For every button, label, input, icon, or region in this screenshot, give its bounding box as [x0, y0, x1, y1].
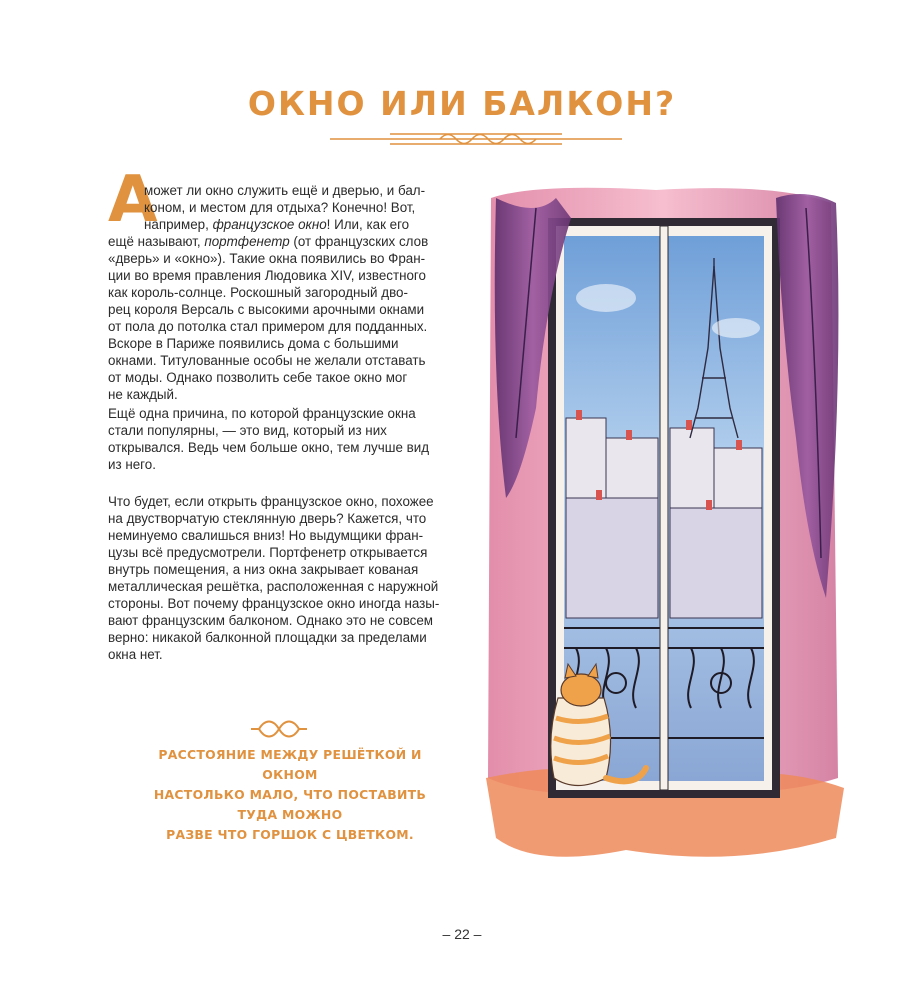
page-title: ОКНО ИЛИ БАЛКОН?	[247, 84, 677, 123]
paragraph-2	[108, 405, 468, 473]
caption-line: РАЗВЕ ЧТО ГОРШОК С ЦВЕТКОМ.	[166, 827, 414, 842]
text-line: например, французское окно! Или, как его	[144, 217, 410, 232]
ornament-divider-icon	[330, 128, 622, 150]
text-line: «дверь» и «окно»). Такие окна появились во Фран-	[108, 251, 426, 266]
text-line: окна нет.	[108, 647, 163, 662]
text-line: Ещё одна причина, по которой французские окна	[108, 406, 416, 421]
text-line: цузы всё предусмотрели. Портфенетр открывается	[108, 545, 428, 560]
text-line: окнами. Титулованные особы не желали отставать	[108, 353, 426, 368]
paragraph-1	[108, 182, 468, 403]
text-line: может ли окно служить ещё и дверью, и бал-	[144, 183, 426, 198]
text-line: внутрь помещения, а низ окна закрывает кованая	[108, 562, 419, 577]
caption-line: НАСТОЛЬКО МАЛО, ЧТО ПОСТАВИТЬ ТУДА МОЖНО	[153, 787, 427, 822]
text-line: коном, и местом для отдыха? Конечно! Вот,	[144, 200, 416, 215]
paragraph-3	[108, 493, 468, 663]
text-line: стали популярны, — это вид, который из них	[108, 423, 387, 438]
text-line: рец короля Версаль с высокими арочными окнами	[108, 302, 425, 317]
text-line: верно: никакой балконной площадки за пределами	[108, 630, 427, 645]
text-line: Вскоре в Париже появились дома с большими	[108, 336, 399, 351]
caption	[140, 745, 440, 845]
text-line: ещё называют, портфенетр (от французских слов	[108, 234, 429, 249]
text-line: стороны. Вот почему французское окно иногда назы-	[108, 596, 440, 611]
text-line: неминуемо свалишься вниз! Но выдумщики фран-	[108, 528, 424, 543]
text-line: Что будет, если открыть французское окно, похожее	[108, 494, 434, 509]
text-line: не каждый.	[108, 387, 178, 402]
text-line: металлическая решётка, расположенная с наружной	[108, 579, 439, 594]
caption-line: РАССТОЯНИЕ МЕЖДУ РЕШЁТКОЙ И ОКНОМ	[158, 747, 422, 782]
text-line: ции во время правления Людовика XIV, известного	[108, 268, 426, 283]
page-number: – 22 –	[442, 926, 482, 942]
window-illustration	[476, 178, 846, 868]
text-line: как король-солнце. Роскошный загородный дво-	[108, 285, 408, 300]
text-line: из него.	[108, 457, 156, 472]
text-line: открывался. Ведь чем больше окно, тем лучше вид	[108, 440, 430, 455]
drop-cap: А	[108, 163, 158, 237]
text-line: от пола до потолка стал примером для подданных.	[108, 319, 428, 334]
text-line: от моды. Однако позволить себе такое окно мог	[108, 370, 408, 385]
infinity-ornament-icon	[251, 720, 307, 738]
text-line: вают французским балконом. Однако это не совсем	[108, 613, 434, 628]
text-line: на двустворчатую стеклянную дверь? Кажется, что	[108, 511, 427, 526]
